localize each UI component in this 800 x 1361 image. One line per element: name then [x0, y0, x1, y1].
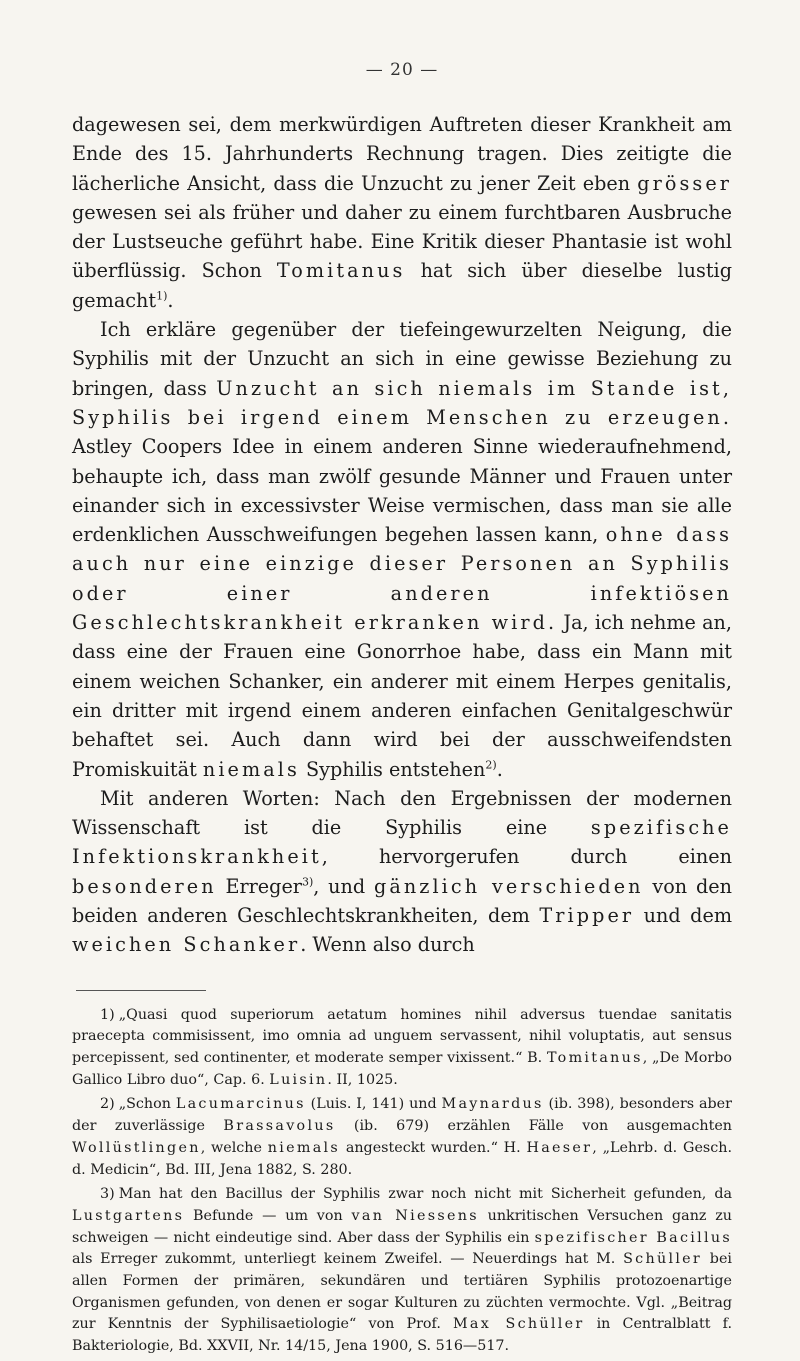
text-run: „Quasi quod superiorum aetatum homines nihil adversus tuendae sanitatis praecepta commisissent, imo omnia ad unguem servassent, nihil voluptatis, aut sensus percepissent, sed continenter, et moderate semper vixissent.“ B. [72, 1006, 732, 1067]
text-run: dagewesen sei, dem merkwürdigen Auftreten dieser Krankheit am Ende des 15. Jahrhunderts Rechnung tragen. Dies zeitigte die lächerliche Ansicht, dass die Unzucht zu jener Zeit eben [72, 113, 732, 195]
footnotes [72, 1005, 732, 1358]
spaced-emphasis-text: niemals [202, 757, 300, 781]
page-number: — 20 — [365, 60, 439, 80]
footnote-reference: 2) [485, 758, 497, 772]
spaced-emphasis-text: Wollüstlingen [72, 1139, 201, 1156]
text-run: (ib. 398), besonders aber der zuverlässige [72, 1096, 732, 1135]
text-run: bei allen Formen der primären, sekundären und tertiären Syphilis protozoenartige Organismen gefunden, von denen er sogar Kulturen zu züchten vermochte. Vgl. „Beitrag zur Kenntnis der Syphilisaetiologie“ von Prof. [72, 1251, 732, 1333]
text-run: . [496, 757, 503, 781]
text-run: von den beiden anderen Geschlechtskrankheiten, dem [72, 874, 732, 928]
text-run: . [167, 288, 174, 312]
spaced-emphasis-text: spezifischer Bacillus [534, 1229, 732, 1246]
spaced-emphasis-text: weichen Schanker [72, 933, 301, 957]
spaced-emphasis-text: Maynardus [441, 1096, 544, 1113]
text-run: Syphilis entstehen [299, 757, 486, 781]
text-run: . Wenn also durch [300, 933, 475, 957]
text-run: und dem [634, 904, 733, 928]
footnote-2 [72, 1094, 732, 1181]
text-run: Mit anderen Worten: Nach den Ergebnissen der modernen Wissenschaft ist die Syphilis eine [72, 786, 732, 840]
spaced-emphasis-text: Max Schüller [453, 1316, 585, 1333]
text-run: , „De Morbo Gallico Libro duo“, Cap. 6. [72, 1050, 732, 1088]
paragraph-2 [72, 315, 732, 784]
text-run: Astley Coopers Idee in einem anderen Sinne wiederaufnehmend, behaupte ich, dass man zwölf gesunde Männer und Frauen unter einander sich in excessivster Weise vermischen, dass man sie alle erdenklichen Ausschweifungen begehen lassen kann, [72, 435, 732, 547]
footnote-3 [72, 1184, 732, 1358]
spaced-emphasis-text: Tripper [539, 904, 635, 928]
text-run: Ja, ich nehme an, dass eine der Frauen eine Gonorrhoe habe, dass ein Mann mit einem weichen Schanker, ein anderer mit einem Herpes genitalis, ein dritter mit irgend einem anderen einfachen Genitalgeschwür behaftet sei. Auch dann wird bei der ausschweifendsten Promiskuität [72, 611, 733, 781]
text-run: „Schon [118, 1096, 176, 1113]
text-run: , und [313, 874, 374, 898]
spaced-emphasis-text: spezifische Infektionskrankheit [72, 816, 732, 869]
spaced-emphasis-text: Schüller [623, 1251, 703, 1268]
text-run: unkritischen Versuchen ganz zu schweigen — nicht eindeutige sind. Aber dass der Syphilis ein [72, 1207, 732, 1246]
book-page [72, 60, 732, 1361]
footnote-number: 1) [100, 1006, 115, 1023]
footnote-number: 2) [100, 1096, 115, 1113]
paragraph-3 [72, 784, 732, 960]
text-run: , welche [200, 1139, 268, 1156]
text-run: Befunde — um von [184, 1207, 352, 1224]
text-run: Erreger [216, 874, 302, 898]
main-text [72, 110, 732, 960]
footnote-reference: 1) [156, 289, 168, 303]
text-run: hat sich über dieselbe lustig gemacht [72, 259, 732, 312]
footnote-divider [76, 990, 206, 991]
text-run: angesteckt wurden.“ H. [340, 1139, 527, 1156]
text-run: . II, 1025. [327, 1071, 398, 1088]
text-run: als Erreger zukommt, unterliegt keinem Zweifel. — Neuerdings hat M. [72, 1251, 624, 1268]
spaced-emphasis-text: Tomitanus [276, 259, 406, 283]
spaced-emphasis-text: Luisin [269, 1071, 328, 1088]
spaced-emphasis-text: niemals [267, 1139, 341, 1156]
text-run: , „Lehrb. d. Gesch. d. Medicin“, Bd. III, Jena 1882, S. 280. [72, 1139, 732, 1178]
text-run: Man hat den Bacillus der Syphilis zwar noch nicht mit Sicherheit gefunden, da [118, 1186, 732, 1203]
spaced-emphasis-text: Unzucht an sich niemals im Stande ist, Syphilis bei irgend einem Menschen zu erzeugen. [72, 376, 732, 429]
spaced-emphasis-text: Lacumarcinus [175, 1096, 306, 1113]
spaced-emphasis-text: besonderen [72, 874, 217, 898]
text-run: , hervorgerufen durch einen [321, 845, 732, 869]
spaced-emphasis-text: gänzlich verschieden [373, 874, 644, 898]
text-run: in Centralblatt f. Bakteriologie, Bd. XXVII, Nr. 14/15, Jena 1900, S. 516—517. [72, 1316, 733, 1355]
text-run: gewesen sei als früher und daher zu einem furchtbaren Ausbruche der Lustseuche geführt habe. Eine Kritik dieser Phantasie ist wohl überflüssig. Schon [72, 200, 732, 283]
text-run: (ib. 679) erzählen Fälle von ausgemachten [335, 1118, 732, 1135]
footnote-number: 3) [100, 1186, 115, 1203]
text-run: (Luis. I, 141) und [305, 1096, 442, 1113]
footnote-reference: 3) [301, 875, 314, 889]
spaced-emphasis-text: ohne dass auch nur eine einzige dieser Personen an Syphilis oder einer anderen infektiösen Geschlechtskrankheit erkranken wird. [72, 523, 732, 635]
text-run: Ich erkläre gegenüber der tiefeingewurzelten Neigung, die Syphilis mit der Unzucht an sich in eine gewisse Beziehung zu bringen, dass [72, 318, 732, 400]
spaced-emphasis-text: Tomitanus [546, 1050, 643, 1067]
paragraph-1 [72, 110, 732, 315]
spaced-emphasis-text: van Niessens [351, 1207, 479, 1224]
spaced-emphasis-text: Lustgartens [72, 1207, 185, 1224]
spaced-emphasis-text: Brassavolus [223, 1118, 336, 1135]
spaced-emphasis-text: grösser [637, 171, 732, 195]
footnote-1 [72, 1005, 732, 1092]
spaced-emphasis-text: Haeser [526, 1139, 593, 1156]
